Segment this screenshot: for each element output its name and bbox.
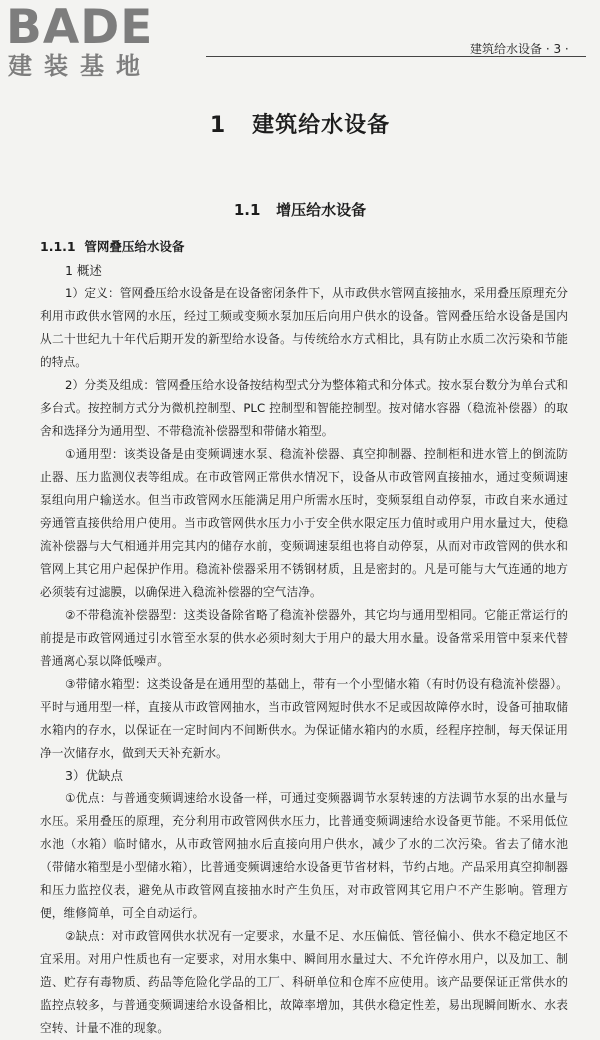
chapter-title xyxy=(0,108,600,139)
paragraph-no-compensator-type: ②不带稳流补偿器型：这类设备除省略了稳流补偿器外，其它均与通用型相同。它能正常运行的前提是市政管网通过引水管至水泵的供水必须时刻大于用户的最大用水量。设备常采用管中泵来代替普通离心泵以降低噪声。 xyxy=(40,608,568,668)
paragraph-advantages: ①优点：与普通变频调速给水设备一样，可通过变频器调节水泵转速的方法调节水泵的出水量与水压。采用叠压的原理，充分利用市政管网供水压力，比普通变频调速给水设备更节能。不采用低位水池（水箱）临时储水，从市政管网抽水后直接向用户供水，减少了水的二次污染。省去了储水池（带储水箱型是小型储水箱），比普通变频调速给水设备更节省材料，节约占地。产品采用真空抑制器和压力监控仪表，避免从市政管网直接抽水时产生负压，对市政管网其它用户不产生影响。管理方便，维修简单，可全自动运行。 xyxy=(40,791,568,920)
paragraph-general-type: ①通用型：该类设备是由变频调速水泵、稳流补偿器、真空抑制器、控制柜和进水管上的倒流防止器、压力监测仪表等组成。在市政管网正常供水情况下，设备从市政管网直接抽水，通过变频调速泵组向用户输送水。但当市政管网水压能满足用户所需水压时，变频泵组自动停泵，市政自来水通过旁通管直接供给用户使用。当市政管网供水压力小于安全供水限定压力值时或用户用水量过大，使稳流补偿器与大气相通并用完其内的储存水前，变频调速泵组也将自动停泵，从而对市政管网的供水和管网上其它用户起保护作用。稳流补偿器采用不锈钢材质，且是密封的。凡是可能与大气连通的地方必须装有过滤膜，以确保进入稳流补偿器的空气洁净。 xyxy=(40,447,568,599)
chapter-name: 建筑给水设备 xyxy=(252,113,391,138)
header-rule xyxy=(206,56,586,57)
section-number: 1.1 xyxy=(233,201,261,219)
chapter-number: 1 xyxy=(209,113,227,138)
logo-tagline: 建装基地 xyxy=(8,52,152,80)
subsection-heading xyxy=(40,235,568,259)
item-heading-pros-cons: 3）优缺点 xyxy=(65,768,123,783)
section-title xyxy=(0,199,600,220)
subsection-name: 管网叠压给水设备 xyxy=(84,239,185,254)
paragraph-definition: 1）定义：管网叠压给水设备是在设备密闭条件下，从市政供水管网直接抽水，采用叠压原理充分利用市政供水管网的水压，经过工频或变频水泵加压后向用户供水的设备。管网叠压给水设备是国内从二十世纪九十年代后期开发的新型给水设备。与传统给水方式相比，具有防止水质二次污染和节能的特点。 xyxy=(40,286,568,369)
paragraph-disadvantages: ②缺点：对市政管网供水状况有一定要求，水量不足、水压偏低、管径偏小、供水不稳定地区不宜采用。对用户性质也有一定要求，对用水集中、瞬间用水量过大、不允许停水用户，以及加工、制造、贮存有毒物质、药品等危险化学品的工厂、科研单位和仓库不应使用。该产品要保证正常供水的监控点较多，与普通变频调速给水设备相比，故障率增加，其供水稳定性差，易出现瞬间断水、水表空转、计量不准的现象。 xyxy=(40,929,568,1035)
page-body xyxy=(40,235,568,1040)
running-head: 建筑给水设备 · 3 · xyxy=(470,42,569,56)
subsection-number: 1.1.1 xyxy=(40,239,76,254)
item-heading-overview: 1 概述 xyxy=(65,263,102,278)
paragraph-tank-type: ③带储水箱型：这类设备是在通用型的基础上，带有一个小型储水箱（有时仍设有稳流补偿器）。平时与通用型一样，直接从市政管网抽水，当市政管网短时供水不足或因故障停水时，设备可抽取储水箱内的存水，以保证在一定时间内不间断供水。为保证储水箱内的水质，经程序控制，每天保证用净一次储存水，做到天天补充新水。 xyxy=(40,677,568,760)
section-name: 增压给水设备 xyxy=(276,201,367,219)
logo-wordmark: BADE xyxy=(6,0,154,55)
brand-logo xyxy=(6,0,196,81)
paragraph-classification: 2）分类及组成：管网叠压给水设备按结构型式分为整体箱式和分体式。按水泵台数分为单台式和多台式。按控制方式分为微机控制型、PLC 控制型和智能控制型。按对储水容器（稳流补偿器）的取舍和选择分为通用型、不带稳流补偿器型和带储水箱型。 xyxy=(40,378,568,438)
